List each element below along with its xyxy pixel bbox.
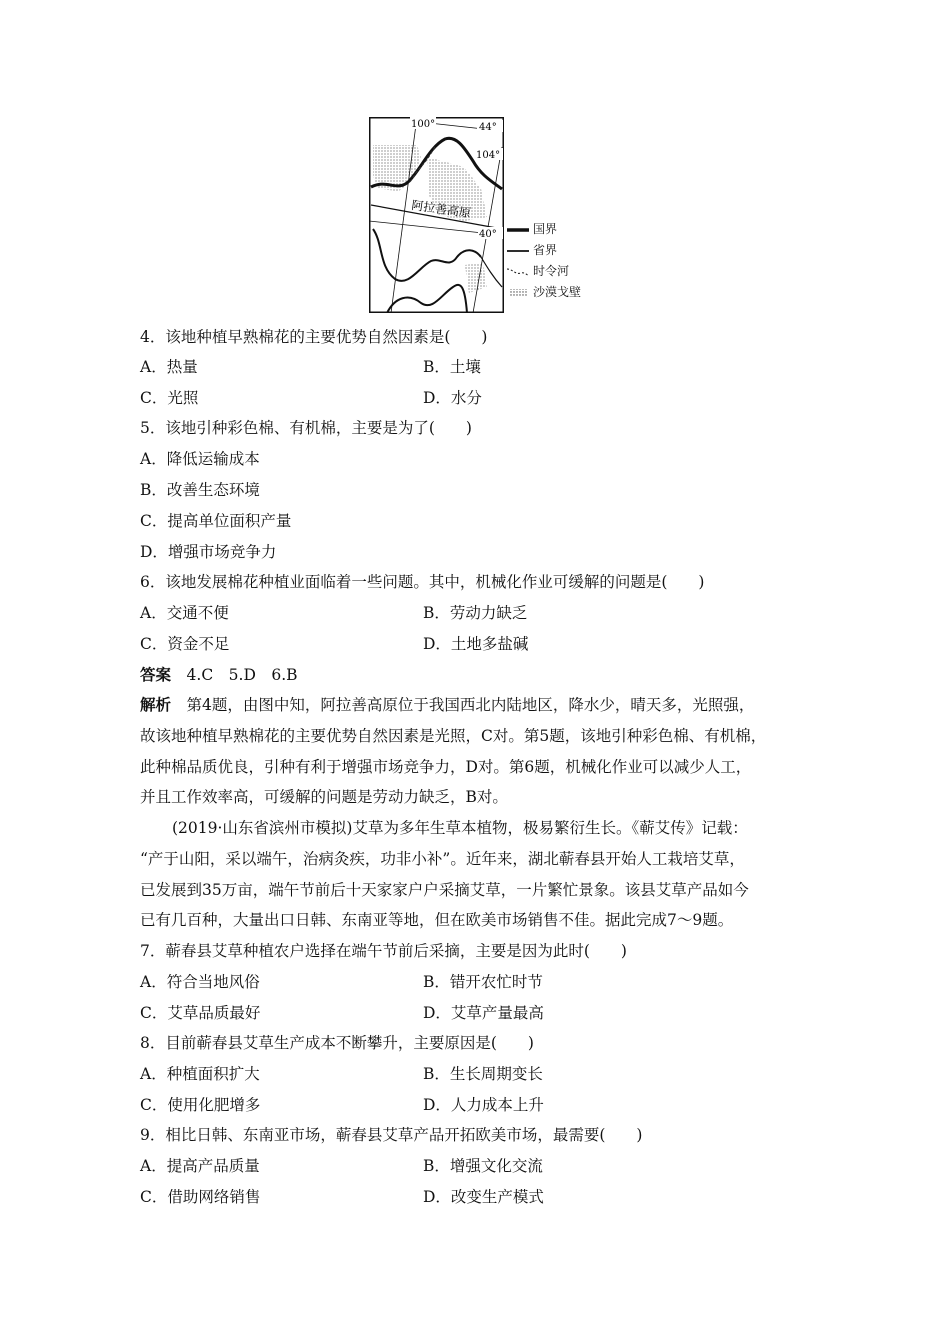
answer-label: 答案	[140, 665, 172, 684]
seasonal-river-icon	[507, 266, 529, 276]
legend-item-seasonal-river	[507, 264, 569, 278]
question-9-option-c: C．借助网络销售	[140, 1188, 261, 1206]
lat-44-label: 44°	[479, 122, 497, 133]
question-6-option-d: D．土地多盐碱	[423, 635, 529, 653]
question-7-option-a: A．符合当地风俗	[140, 973, 260, 991]
question-9-option-d: D．改变生产模式	[423, 1188, 544, 1206]
question-6-option-b: B．劳动力缺乏	[423, 604, 528, 622]
question-4-option-a: A．热量	[140, 358, 198, 376]
legend-item-national-border	[507, 222, 557, 236]
desert-gobi-icon	[507, 287, 529, 297]
analysis-line-1: 解析 第4题，由图中知，阿拉善高原位于我国西北内陆地区，降水少，晴天多，光照强，	[140, 695, 755, 714]
question-7-option-d: D．艾草产量最高	[423, 1004, 544, 1022]
question-8-stem: 8．目前蕲春县艾草生产成本不断攀升，主要原因是( )	[140, 1034, 534, 1052]
question-7-stem: 7．蕲春县艾草种植农户选择在端午节前后采摘，主要是因为此时( )	[140, 942, 627, 960]
passage-line-4: 已有几百种，大量出口日韩、东南亚等地，但在欧美市场销售不佳。据此完成7～9题。	[140, 911, 734, 929]
question-8-option-b: B．生长周期变长	[423, 1065, 543, 1083]
passage-line-1: (2019·山东省滨州市模拟)艾草为多年生草本植物，极易繁衍生长。《蕲艾传》记载：	[172, 819, 748, 837]
legend-label: 时令河	[533, 264, 570, 278]
question-6-option-c: C．资金不足	[140, 635, 230, 653]
question-8-option-c: C．使用化肥增多	[140, 1096, 261, 1114]
question-8-option-a: A．种植面积扩大	[140, 1065, 260, 1083]
question-4-option-d: D．水分	[423, 389, 482, 407]
question-5-option-d: D．增强市场竞争力	[140, 543, 277, 561]
legend-item-provincial-border	[507, 243, 557, 257]
provincial-border-icon	[507, 245, 529, 255]
legend-label: 省界	[533, 243, 558, 257]
question-9-option-b: B．增强文化交流	[423, 1157, 543, 1175]
passage-line-3: 已发展到35万亩，端午节前后十天家家户户采摘艾草，一片繁忙景象。该县艾草产品如今	[140, 881, 749, 899]
lon-100-label: 100°	[411, 119, 436, 130]
question-7-option-c: C．艾草品质最好	[140, 1004, 261, 1022]
lat-40-label: 40°	[479, 229, 497, 240]
question-5-stem: 5．该地引种彩色棉、有机棉，主要是为了( )	[140, 419, 472, 437]
answer-row	[140, 665, 298, 685]
national-border-icon	[507, 224, 529, 234]
analysis-label: 解析	[140, 695, 172, 714]
analysis-line-3: 此种棉品质优良，引种有利于增强市场竞争力，D对。第6题，机械化作业可以减少人工，	[140, 758, 752, 776]
analysis-line-4: 并且工作效率高，可缓解的问题是劳动力缺乏，B对。	[140, 788, 508, 806]
question-9-stem: 9．相比日韩、东南亚市场，蕲春县艾草产品开拓欧美市场，最需要( )	[140, 1126, 643, 1144]
alashan-plateau-map	[369, 117, 504, 313]
question-7-option-b: B．错开农忙时节	[423, 973, 543, 991]
legend-label: 沙漠戈壁	[533, 285, 582, 299]
question-4-option-c: C．光照	[140, 389, 199, 407]
lon-104-label: 104°	[476, 150, 501, 161]
analysis-line-2: 故该地种植早熟棉花的主要优势自然因素是光照，C对。第5题，该地引种彩色棉、有机棉，	[140, 727, 767, 745]
question-4-stem: 4．该地种植早熟棉花的主要优势自然因素是( )	[140, 328, 488, 346]
question-6-option-a: A．交通不便	[140, 604, 229, 622]
legend-label: 国界	[533, 222, 558, 236]
legend-item-desert-gobi	[507, 285, 581, 299]
question-5-option-a: A．降低运输成本	[140, 450, 260, 468]
question-8-option-d: D．人力成本上升	[423, 1096, 544, 1114]
question-5-option-b: B．改善生态环境	[140, 481, 260, 499]
question-9-option-a: A．提高产品质量	[140, 1157, 260, 1175]
question-5-option-c: C．提高单位面积产量	[140, 512, 292, 530]
question-6-stem: 6．该地发展棉花种植业面临着一些问题。其中，机械化作业可缓解的问题是( )	[140, 573, 705, 591]
passage-line-2: “产于山阳，采以端午，治病灸疾，功非小补”。近年来，湖北蕲春县开始人工栽培艾草，	[140, 850, 745, 868]
question-4-option-b: B．土壤	[423, 358, 481, 376]
answer-text: 4.C 5.D 6.B	[186, 666, 298, 684]
region-label: 阿拉善高原	[410, 198, 472, 221]
